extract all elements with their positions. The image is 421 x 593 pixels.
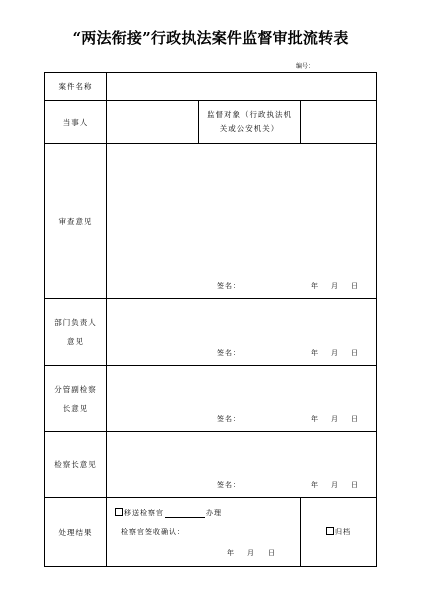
- chief-opinion-field[interactable]: [107, 432, 377, 498]
- supervised-target-field[interactable]: [301, 101, 377, 144]
- case-name-label: 案件名称: [45, 73, 107, 101]
- row-chief-opinion: [45, 432, 377, 498]
- result-day: 日: [268, 549, 276, 557]
- transfer-line: 移送检察官 办理: [115, 508, 222, 518]
- archive-cell: [301, 498, 377, 567]
- approval-form-table: [44, 72, 377, 567]
- dept-head-signature-line: 签名： 年 月 日: [217, 349, 359, 357]
- chief-opinion-label: 检察长意见: [45, 432, 107, 498]
- archive-option: 归档: [326, 528, 351, 536]
- prosecutor-name-blank[interactable]: [165, 510, 205, 518]
- row-result: [45, 498, 377, 567]
- row-dept-head-opinion: [45, 299, 377, 366]
- supervised-target-label: 监督对象（行政执法机关或公安机关）: [199, 101, 301, 144]
- result-month: 月: [247, 549, 255, 557]
- review-opinion-label: 审查意见: [45, 144, 107, 299]
- receipt-confirm-label: 检察官签收确认：: [121, 528, 185, 536]
- row-deputy-opinion: [45, 366, 377, 432]
- document-title: “两法衔接”行政执法案件监督审批流转表: [72, 29, 349, 47]
- deputy-opinion-field[interactable]: [107, 366, 377, 432]
- dept-head-opinion-field[interactable]: [107, 299, 377, 366]
- archive-checkbox[interactable]: [326, 527, 334, 535]
- party-label: 当事人: [45, 101, 107, 144]
- deputy-signature-line: 签名： 年 月 日: [217, 415, 359, 423]
- result-transfer-cell: [107, 498, 301, 567]
- result-year: 年: [227, 549, 235, 557]
- review-opinion-field[interactable]: [107, 144, 377, 299]
- row-review-opinion: [45, 144, 377, 299]
- dept-head-opinion-label: 部门负责人意见: [45, 299, 107, 366]
- result-label: 处理结果: [45, 498, 107, 567]
- chief-signature-line: 签名： 年 月 日: [217, 481, 359, 489]
- row-case-name: [45, 73, 377, 101]
- case-name-field[interactable]: [107, 73, 377, 101]
- transfer-checkbox[interactable]: [115, 508, 123, 516]
- number-label: 编号：: [296, 63, 315, 70]
- party-field[interactable]: [107, 101, 199, 144]
- row-party: [45, 101, 377, 144]
- review-signature-line: 签名： 年 月 日: [217, 282, 359, 290]
- deputy-opinion-label: 分管副检察长意见: [45, 366, 107, 432]
